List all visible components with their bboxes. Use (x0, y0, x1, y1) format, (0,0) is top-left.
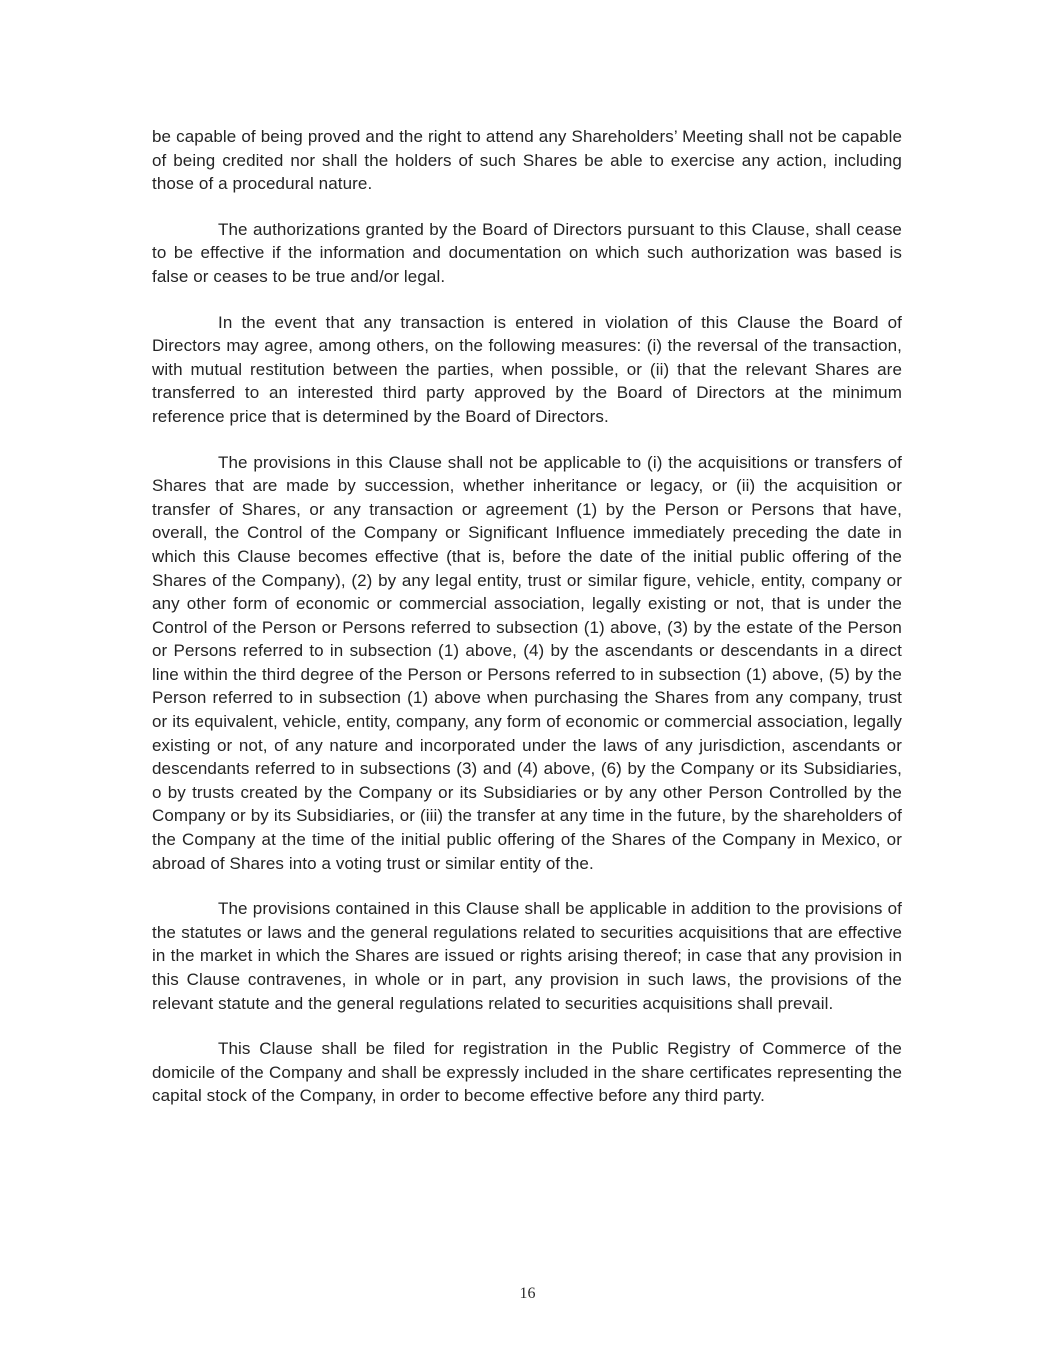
paragraph-applicability: The provisions contained in this Clause shall be applicable in addition to the provisions of the statutes or laws and the general regulations related to securities acquisitions that are effective in the market in which the Shares are issued or rights arising thereof; in case that any provision in this Clause contravenes, in whole or in part, any provision in such laws, the provisions of the relevant statute and the general regulations related to securities acquisitions shall prevail. (152, 899, 902, 1013)
page-number: 16 (519, 1285, 536, 1302)
paragraph-violation-measures: In the event that any transaction is entered in violation of this Clause the Board of Directors may agree, among others, on the following measures: (i) the reversal of the transaction, with mutual restitution between the parties, when possible, or (ii) that the relevant Shares are transferred to an interested third party approved by the Board of Directors at the minimum reference price that is determined by the Board of Directors. (152, 312, 902, 426)
paragraph-continuation: be capable of being proved and the right to attend any Shareholders’ Meeting shall not be capable of being credited nor shall the holders of such Shares be able to exercise any action, including those of a procedural nature. (152, 127, 902, 194)
document-body (152, 125, 902, 1130)
paragraph-exceptions: The provisions in this Clause shall not be applicable to (i) the acquisitions or transfers of Shares that are made by succession, whether inheritance or legacy, or (ii) the acquisition or transfer of Shares, or any transaction or agreement (1) by the Person or Persons that have, overall, the Control of the Company or Significant Influence immediately preceding the date in which this Clause becomes effective (that is, before the date of the initial public offering of the Shares of the Company), (2) by any legal entity, trust or similar figure, vehicle, entity, company or any other form of economic or commercial association, legally existing or not, that is under the Control of the Person or Persons referred to subsection (1) above, (3) by the estate of the Person or Persons referred to in subsection (1) above, (4) by the ascendants or descendants in a direct line within the third degree of the Person or Persons referred to in subsection (1) above, (5) by the Person referred to in subsection (1) above when purchasing the Shares from any company, trust or its equivalent, vehicle, entity, company, any form of economic or commercial association, legally existing or not, of any nature and incorporated under the laws of any jurisdiction, ascendants or descendants referred to in subsections (3) and (4) above, (6) by the Company or its Subsidiaries, o by trusts created by the Company or its Subsidiaries or by any other Person Controlled by the Company or by its Subsidiaries, or (iii) the transfer at any time in the future, by the shareholders of the Company at the time of the initial public offering of the Shares of the Company in Mexico, or abroad of Shares into a voting trust or similar entity of the. (152, 452, 902, 873)
paragraph-registration: This Clause shall be filed for registration in the Public Registry of Commerce of the domicile of the Company and shall be expressly included in the share certificates representing the capital stock of the Company, in order to become effective before any third party. (152, 1039, 902, 1106)
paragraph-authorizations: The authorizations granted by the Board of Directors pursuant to this Clause, shall cease to be effective if the information and documentation on which such authorization was based is false or ceases to be true and/or legal. (152, 219, 902, 286)
